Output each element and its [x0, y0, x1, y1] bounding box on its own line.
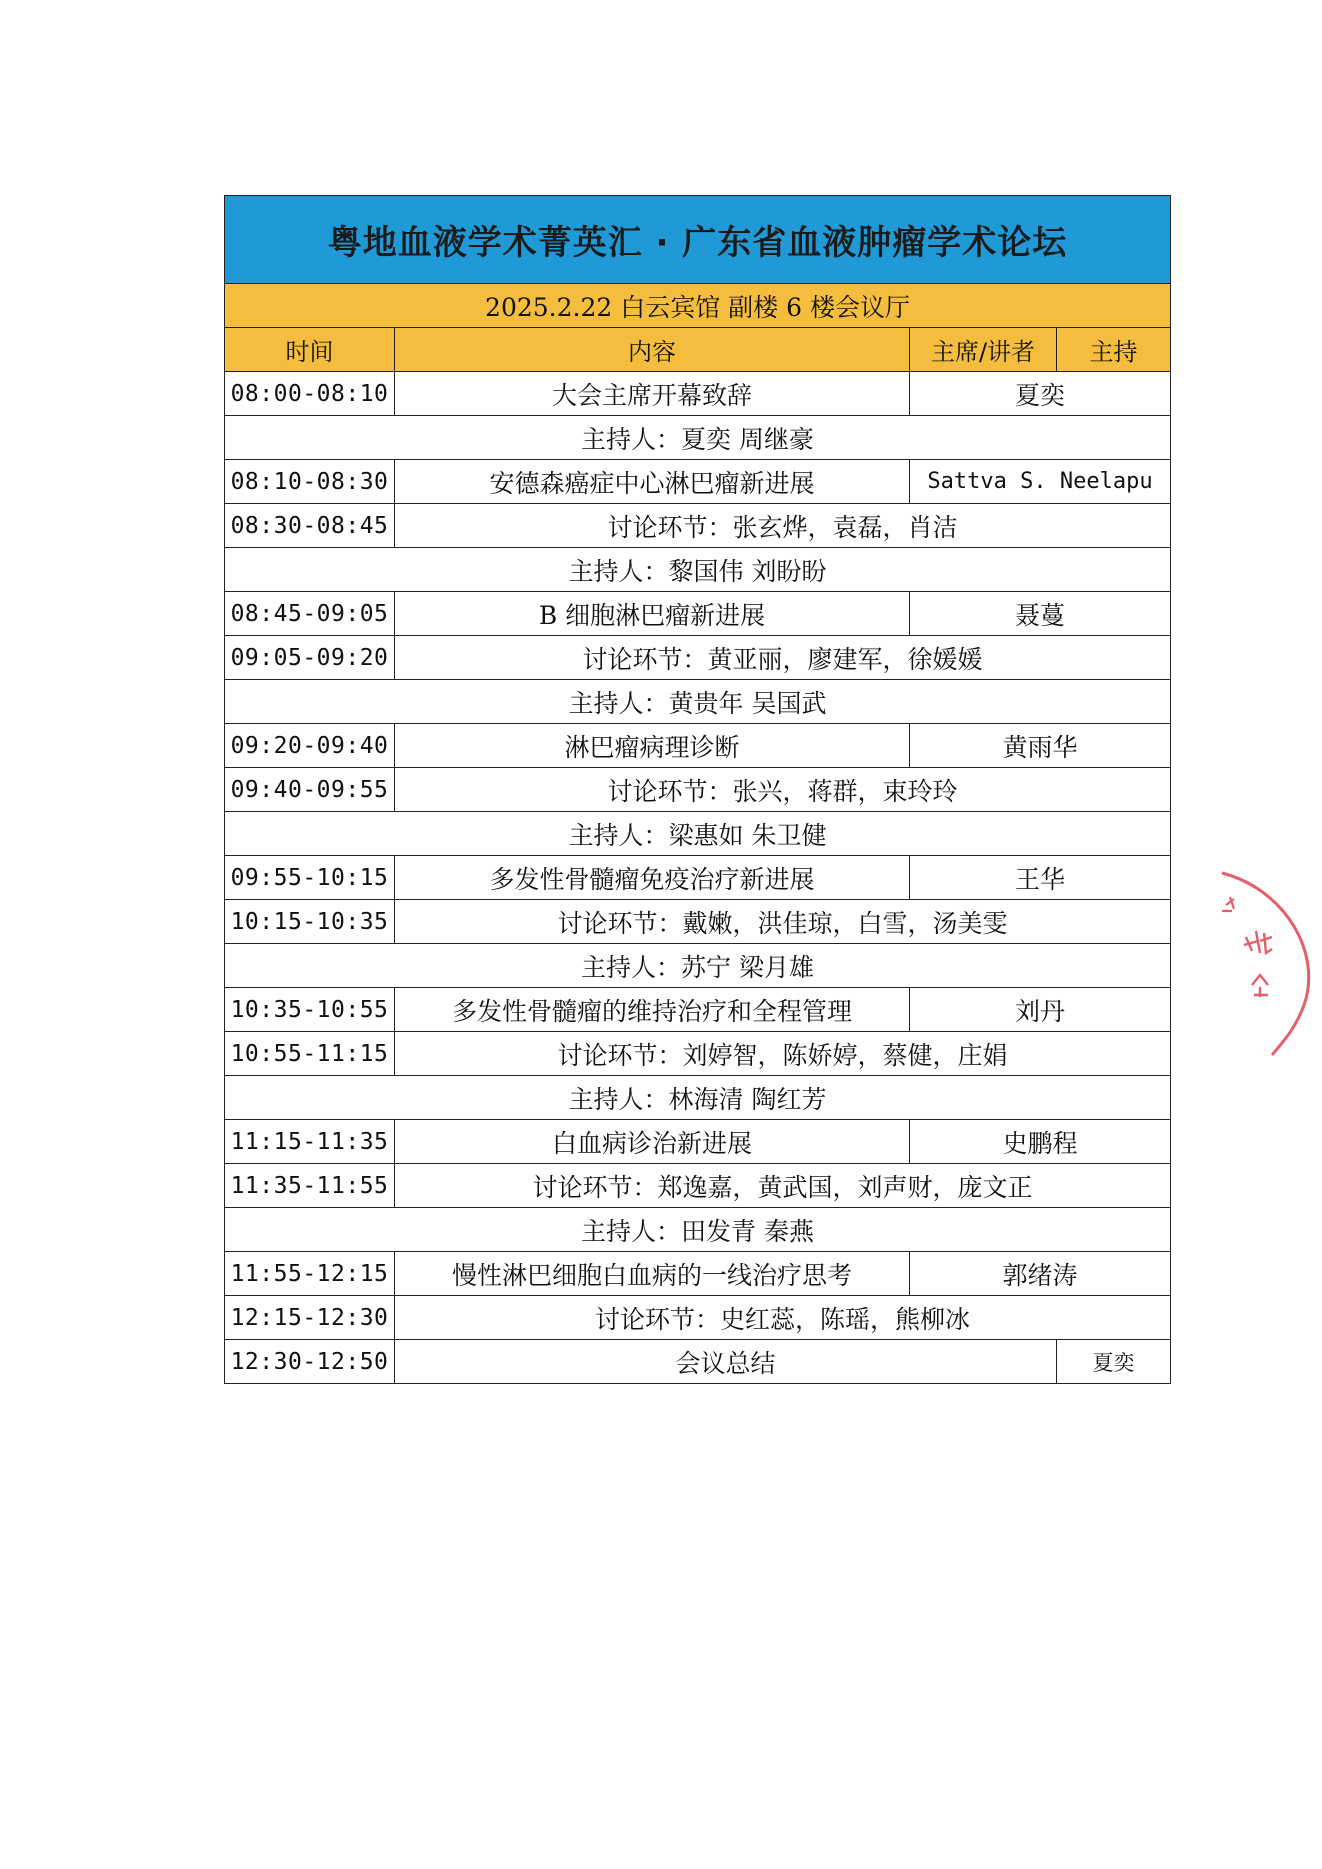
red-seal-stamp — [1212, 845, 1322, 1060]
agenda-row-discussion — [225, 1032, 1171, 1076]
session-hosts: 主持人：梁惠如 朱卫健 — [225, 812, 1171, 856]
time-slot: 08:10-08:30 — [225, 460, 395, 504]
talk-title: 白血病诊治新进展 — [395, 1120, 910, 1164]
agenda-row-closing — [225, 1340, 1171, 1384]
time-slot: 10:15-10:35 — [225, 900, 395, 944]
discussion-panel: 讨论环节：史红蕊，陈瑶，熊柳冰 — [395, 1296, 1171, 1340]
closing-host: 夏奕 — [1057, 1340, 1171, 1384]
time-slot: 11:15-11:35 — [225, 1120, 395, 1164]
date-venue: 2025.2.22 白云宾馆 副楼 6 楼会议厅 — [225, 284, 1171, 328]
time-slot: 12:15-12:30 — [225, 1296, 395, 1340]
agenda-row-talk — [225, 724, 1171, 768]
agenda-row-discussion — [225, 900, 1171, 944]
header-chair-speaker: 主席/讲者 — [910, 328, 1057, 372]
agenda-row-talk — [225, 592, 1171, 636]
session-hosts: 主持人：田发青 秦燕 — [225, 1208, 1171, 1252]
agenda-row-talk — [225, 856, 1171, 900]
speaker-name: 刘丹 — [910, 988, 1171, 1032]
talk-title: 大会主席开幕致辞 — [395, 372, 910, 416]
agenda-table — [224, 195, 1171, 1384]
talk-title: 多发性骨髓瘤免疫治疗新进展 — [395, 856, 910, 900]
discussion-panel: 讨论环节：刘婷智，陈娇婷，蔡健，庄娟 — [395, 1032, 1171, 1076]
speaker-name: 郭绪涛 — [910, 1252, 1171, 1296]
time-slot: 10:55-11:15 — [225, 1032, 395, 1076]
time-slot: 11:55-12:15 — [225, 1252, 395, 1296]
time-slot: 09:20-09:40 — [225, 724, 395, 768]
session-hosts: 主持人：苏宁 梁月雄 — [225, 944, 1171, 988]
discussion-panel: 讨论环节：黄亚丽，廖建军，徐媛媛 — [395, 636, 1171, 680]
header-time: 时间 — [225, 328, 395, 372]
speaker-name: 夏奕 — [910, 372, 1171, 416]
header-content: 内容 — [395, 328, 910, 372]
forum-title: 粤地血液学术菁英汇 · 广东省血液肿瘤学术论坛 — [225, 196, 1171, 284]
session-hosts: 主持人：林海清 陶红芳 — [225, 1076, 1171, 1120]
time-slot: 10:35-10:55 — [225, 988, 395, 1032]
time-slot: 08:30-08:45 — [225, 504, 395, 548]
speaker-name: 聂蔓 — [910, 592, 1171, 636]
agenda-row-discussion — [225, 768, 1171, 812]
session-hosts: 主持人：夏奕 周继豪 — [225, 416, 1171, 460]
time-slot: 09:40-09:55 — [225, 768, 395, 812]
closing-title: 会议总结 — [395, 1340, 1057, 1384]
agenda-row-hosts — [225, 1208, 1171, 1252]
time-slot: 08:00-08:10 — [225, 372, 395, 416]
speaker-name: 王华 — [910, 856, 1171, 900]
agenda-row-discussion — [225, 636, 1171, 680]
agenda-row-discussion — [225, 1164, 1171, 1208]
agenda-row-hosts — [225, 416, 1171, 460]
agenda-row-talk — [225, 1120, 1171, 1164]
time-slot: 09:55-10:15 — [225, 856, 395, 900]
agenda-row-discussion — [225, 1296, 1171, 1340]
time-slot: 12:30-12:50 — [225, 1340, 395, 1384]
agenda-row-hosts — [225, 680, 1171, 724]
time-slot: 09:05-09:20 — [225, 636, 395, 680]
talk-title: B 细胞淋巴瘤新进展 — [395, 592, 910, 636]
agenda-row-hosts — [225, 944, 1171, 988]
speaker-name: Sattva S. Neelapu — [910, 460, 1171, 504]
discussion-panel: 讨论环节：郑逸嘉，黄武国，刘声财，庞文正 — [395, 1164, 1171, 1208]
table-header — [225, 328, 1171, 372]
session-hosts: 主持人：黄贵年 吴国武 — [225, 680, 1171, 724]
talk-title: 淋巴瘤病理诊断 — [395, 724, 910, 768]
agenda-row-hosts — [225, 1076, 1171, 1120]
speaker-name: 黄雨华 — [910, 724, 1171, 768]
agenda-row-discussion — [225, 504, 1171, 548]
talk-title: 慢性淋巴细胞白血病的一线治疗思考 — [395, 1252, 910, 1296]
session-hosts: 主持人：黎国伟 刘盼盼 — [225, 548, 1171, 592]
discussion-panel: 讨论环节：戴嫩，洪佳琼，白雪，汤美雯 — [395, 900, 1171, 944]
header-host: 主持 — [1057, 328, 1171, 372]
talk-title: 多发性骨髓瘤的维持治疗和全程管理 — [395, 988, 910, 1032]
agenda-row-talk — [225, 1252, 1171, 1296]
discussion-panel: 讨论环节：张玄烨，袁磊，肖洁 — [395, 504, 1171, 548]
agenda-row-hosts — [225, 812, 1171, 856]
agenda-row-talk — [225, 460, 1171, 504]
agenda-row-talk — [225, 988, 1171, 1032]
time-slot: 11:35-11:55 — [225, 1164, 395, 1208]
talk-title: 安德森癌症中心淋巴瘤新进展 — [395, 460, 910, 504]
discussion-panel: 讨论环节：张兴，蒋群，束玲玲 — [395, 768, 1171, 812]
time-slot: 08:45-09:05 — [225, 592, 395, 636]
agenda-row-hosts — [225, 548, 1171, 592]
speaker-name: 史鹏程 — [910, 1120, 1171, 1164]
agenda-row-talk — [225, 372, 1171, 416]
